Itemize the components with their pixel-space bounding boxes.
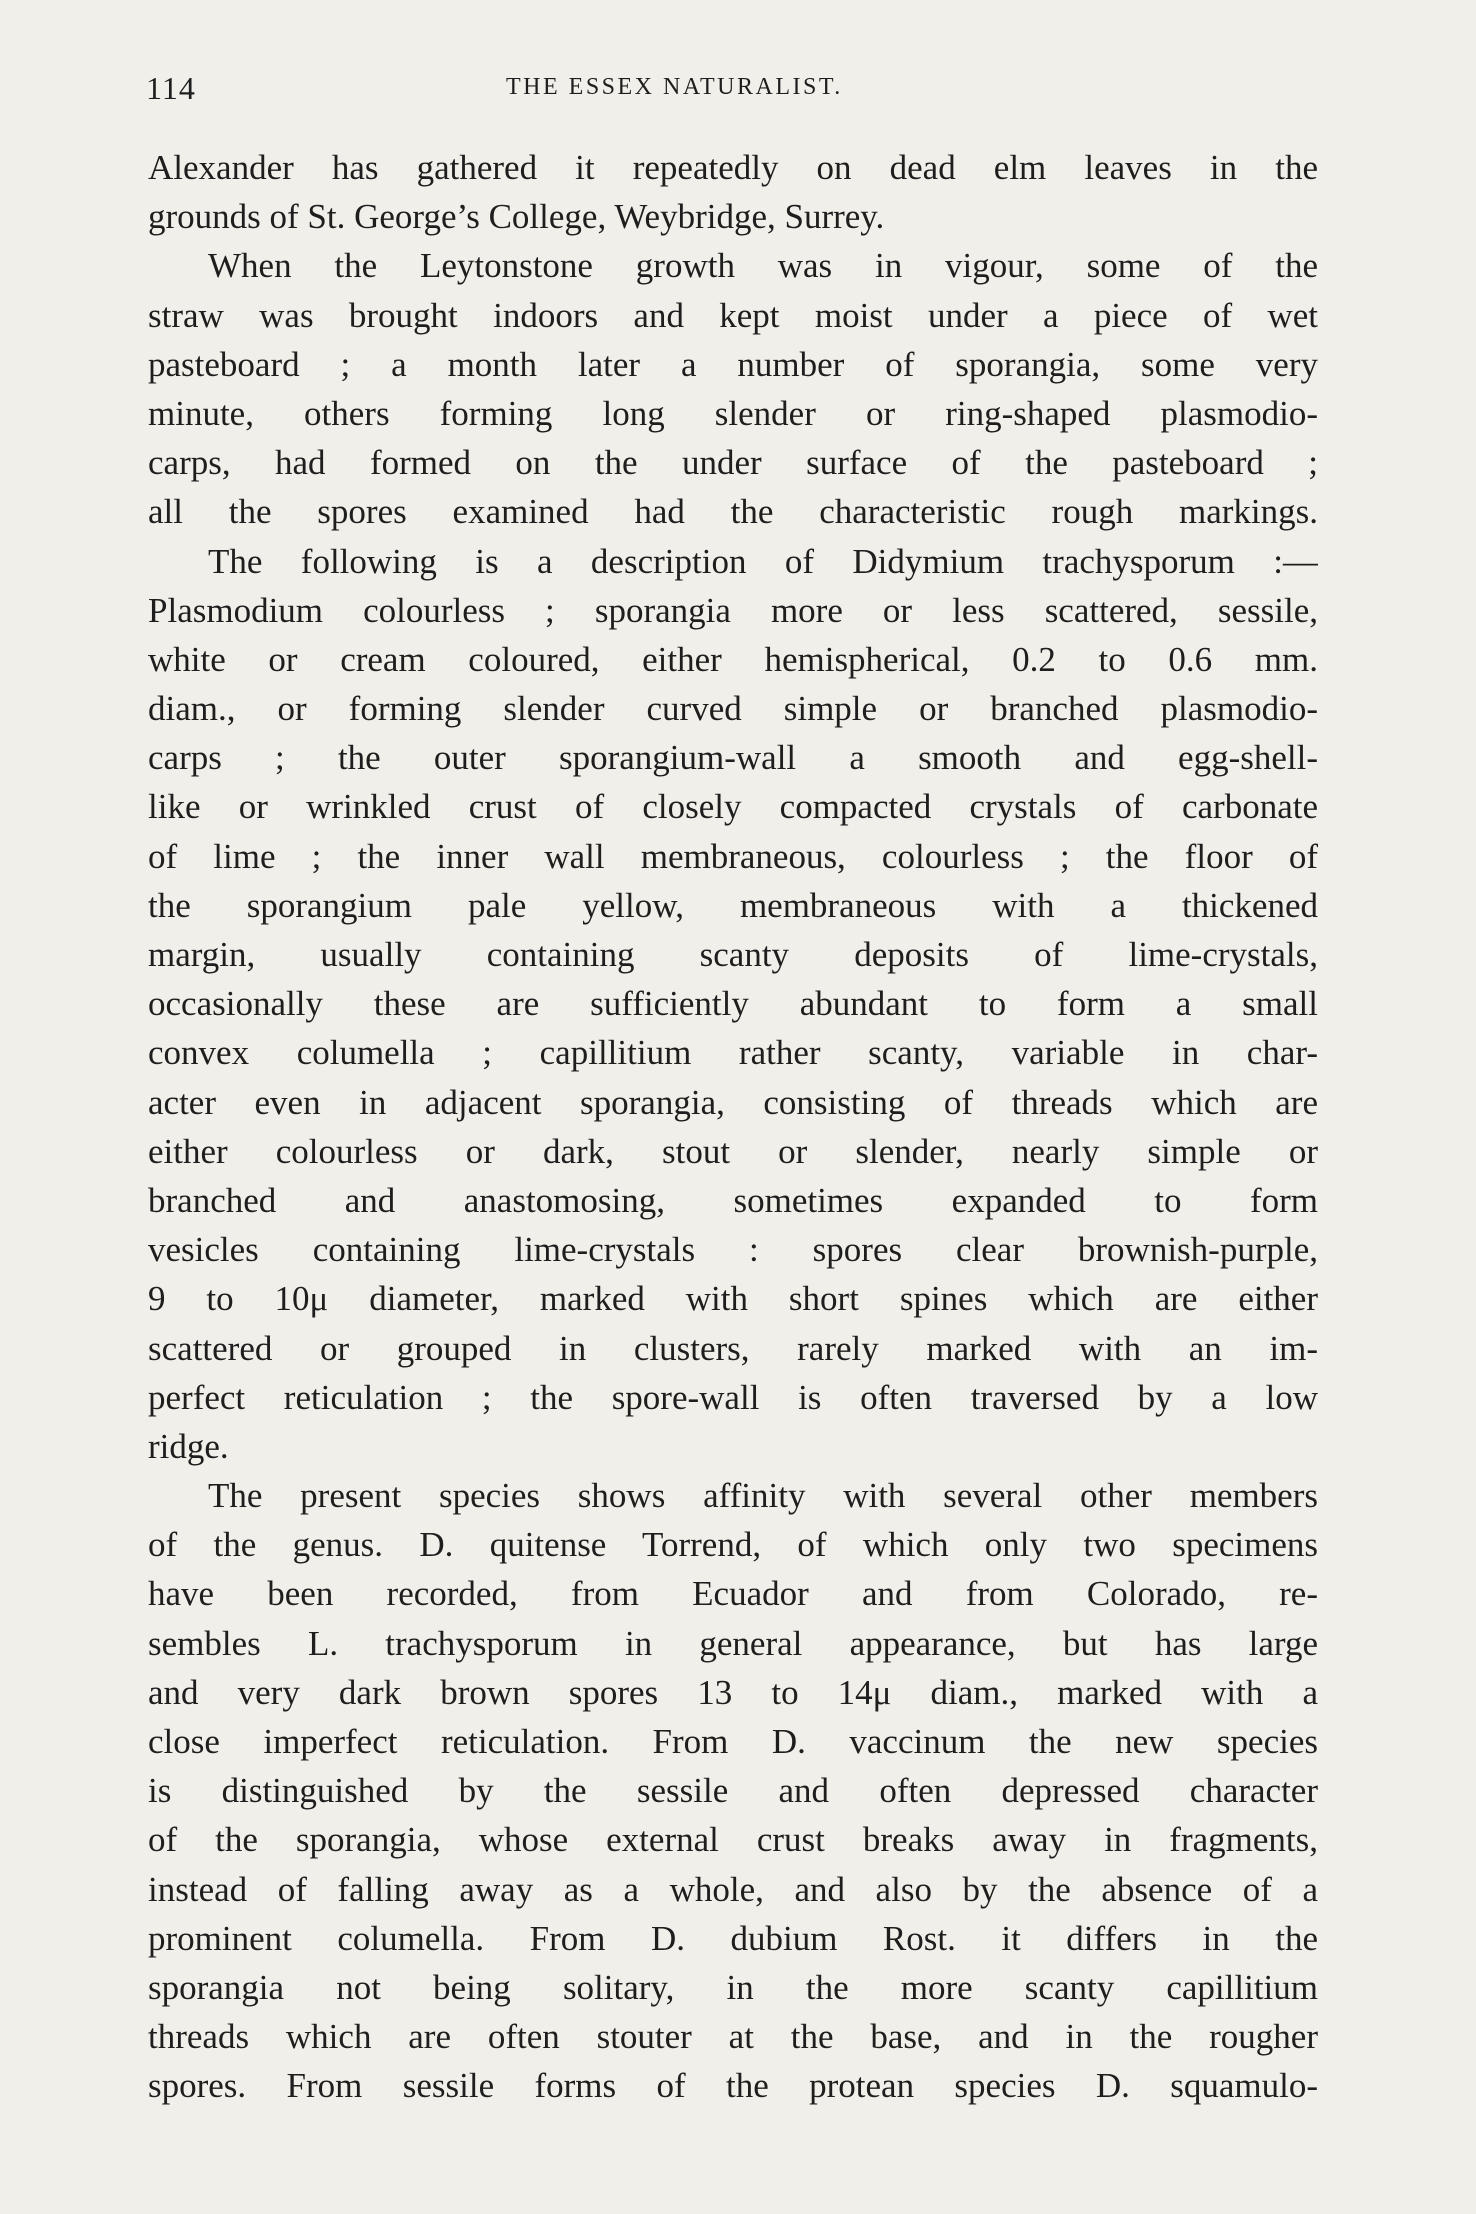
text-line: carps, had formed on the under surface of the pasteboard ; (148, 443, 1318, 483)
body-text (148, 143, 1318, 2111)
text-line: The present species shows affinity with several other members (208, 1476, 1318, 1516)
text-line: branched and anastomosing, sometimes expanded to form (148, 1180, 1318, 1220)
text-line: and very dark brown spores 13 to 14μ diam., marked with a (148, 1672, 1318, 1712)
text-line: sporangia not being solitary, in the more scanty capillitium (148, 1967, 1318, 2007)
text-line: prominent columella. From D. dubium Rost. it differs in the (148, 1918, 1318, 1958)
running-head (146, 70, 1316, 110)
text-line: occasionally these are sufficiently abundant to form a small (148, 984, 1318, 1024)
text-line: carps ; the outer sporangium-wall a smooth and egg-shell- (148, 738, 1318, 778)
text-line: is distinguished by the sessile and often depressed character (148, 1771, 1318, 1811)
text-line: spores. From sessile forms of the protean species D. squamulo- (148, 2066, 1318, 2106)
text-line: convex columella ; capillitium rather scanty, variable in char- (148, 1033, 1318, 1073)
text-line: 9 to 10μ diameter, marked with short spines which are either (148, 1279, 1318, 1319)
text-line: acter even in adjacent sporangia, consisting of threads which are (148, 1082, 1318, 1122)
text-line: either colourless or dark, stout or slender, nearly simple or (148, 1131, 1318, 1171)
journal-title: THE ESSEX NATURALIST. (506, 74, 843, 100)
text-line: have been recorded, from Ecuador and from Colorado, re- (148, 1574, 1318, 1614)
text-line: When the Leytonstone growth was in vigour, some of the (208, 246, 1318, 286)
text-line: sembles L. trachysporum in general appearance, but has large (148, 1623, 1318, 1663)
text-line: threads which are often stouter at the base, and in the rougher (148, 2017, 1318, 2057)
text-line: of lime ; the inner wall membraneous, colourless ; the floor of (148, 836, 1318, 876)
text-line: pasteboard ; a month later a number of sporangia, some very (148, 344, 1318, 384)
text-line: perfect reticulation ; the spore-wall is often traversed by a low (148, 1377, 1318, 1417)
text-line: straw was brought indoors and kept moist under a piece of wet (148, 295, 1318, 335)
text-line: of the sporangia, whose external crust breaks away in fragments, (148, 1820, 1318, 1860)
text-line: diam., or forming slender curved simple or branched plasmodio- (148, 689, 1318, 729)
text-line: of the genus. D. quitense Torrend, of which only two specimens (148, 1525, 1318, 1565)
text-line: ridge. (148, 1426, 229, 1466)
text-line: close imperfect reticulation. From D. vaccinum the new species (148, 1722, 1318, 1761)
text-line: The following is a description of Didymium trachysporum :— (208, 541, 1318, 581)
text-line: Alexander has gathered it repeatedly on dead elm leaves in the (148, 148, 1318, 187)
text-line: margin, usually containing scanty deposits of lime-crystals, (148, 935, 1318, 974)
text-line: like or wrinkled crust of closely compacted crystals of carbonate (148, 787, 1318, 827)
text-line: all the spores examined had the characteristic rough markings. (148, 492, 1318, 532)
text-line: Plasmodium colourless ; sporangia more or less scattered, sessile, (148, 590, 1318, 630)
text-line: grounds of St. George’s College, Weybridge, Surrey. (148, 197, 885, 237)
text-line: white or cream coloured, either hemispherical, 0.2 to 0.6 mm. (148, 639, 1318, 679)
text-line: vesicles containing lime-crystals : spores clear brownish-purple, (148, 1230, 1318, 1270)
text-line: scattered or grouped in clusters, rarely marked with an im- (148, 1328, 1318, 1368)
text-line: the sporangium pale yellow, membraneous with a thickened (148, 885, 1318, 925)
text-line: instead of falling away as a whole, and also by the absence of a (148, 1869, 1318, 1909)
text-line: minute, others forming long slender or ring-shaped plasmodio- (148, 393, 1318, 433)
page-number: 114 (146, 70, 196, 106)
